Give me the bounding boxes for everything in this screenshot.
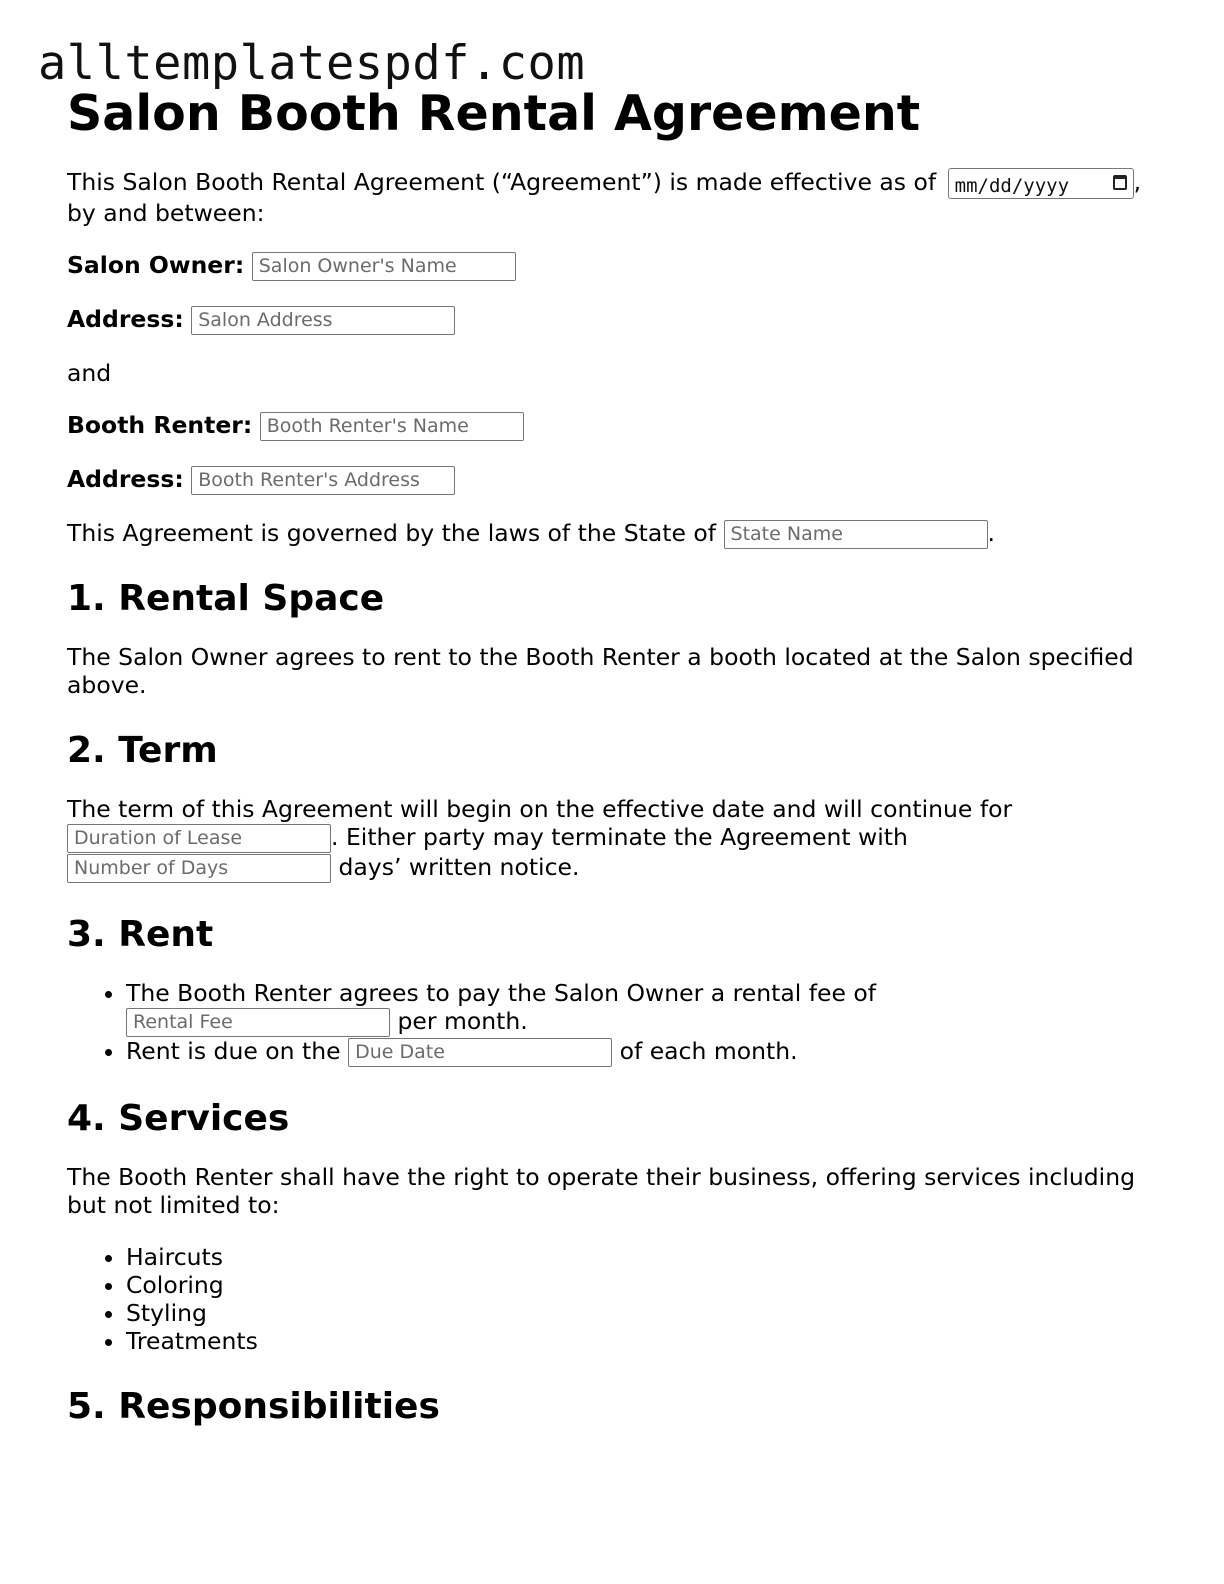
- list-item: • Coloring: [126, 1271, 1167, 1299]
- salon-owner-label: Salon Owner:: [67, 251, 245, 279]
- section-heading-term: 2. Term: [67, 730, 218, 771]
- term-text-1: The term of this Agreement will begin on the effective date and will continue for: [67, 795, 1013, 823]
- booth-renter-label: Booth Renter:: [67, 411, 253, 439]
- salon-address-label: Address:: [67, 305, 184, 333]
- governing-law-row: [67, 519, 1167, 549]
- page-title: Salon Booth Rental Agreement: [67, 85, 921, 142]
- intro-comma: ,: [1133, 168, 1142, 196]
- list-item: [126, 979, 1167, 1037]
- term-body: [67, 795, 1167, 883]
- rent-due-after: of each month.: [619, 1037, 798, 1065]
- watermark: alltemplatespdf.com: [38, 36, 586, 91]
- services-body: The Booth Renter shall have the right to operate their business, offering services including but not limited to:: [67, 1163, 1135, 1219]
- salon-owner-row: [67, 251, 1167, 281]
- section-heading-responsibilities: 5. Responsibilities: [67, 1386, 440, 1427]
- lease-duration-input[interactable]: Duration of Lease: [67, 824, 331, 853]
- list-item: • Haircuts: [126, 1243, 1167, 1271]
- calendar-icon[interactable]: [1113, 175, 1127, 190]
- renter-address-input[interactable]: Booth Renter's Address: [191, 466, 455, 495]
- intro-text: This Salon Booth Rental Agreement (“Agreement”) is made effective as of: [67, 168, 937, 196]
- due-date-input[interactable]: Due Date: [348, 1038, 612, 1067]
- renter-address-label: Address:: [67, 465, 184, 493]
- rental-space-body: The Salon Owner agrees to rent to the Booth Renter a booth located at the Salon specified above.: [67, 643, 1134, 699]
- section-heading-rental-space: 1. Rental Space: [67, 578, 385, 619]
- notice-days-input[interactable]: Number of Days: [67, 854, 331, 883]
- effective-date-input[interactable]: [948, 168, 1134, 199]
- rent-fee-text: The Booth Renter agrees to pay the Salon Owner a rental fee of: [126, 979, 877, 1007]
- term-text-2: . Either party may terminate the Agreement with: [331, 823, 908, 851]
- intro-paragraph: [67, 168, 1167, 227]
- booth-renter-row: [67, 411, 1167, 441]
- list-item: [126, 1037, 1167, 1067]
- rental-fee-input[interactable]: Rental Fee: [126, 1008, 390, 1037]
- and-text: and: [67, 359, 112, 387]
- section-heading-services: 4. Services: [67, 1098, 290, 1139]
- intro-line2: by and between:: [67, 199, 265, 227]
- rent-due-text: Rent is due on the: [126, 1037, 341, 1065]
- date-placeholder: mm/dd/yyyy: [954, 175, 1070, 197]
- agreement-document: [67, 82, 1167, 1429]
- rent-list: [67, 979, 1167, 1067]
- term-text-3: days’ written notice.: [338, 853, 580, 881]
- governing-period: .: [987, 519, 996, 547]
- rent-fee-after: per month.: [397, 1007, 528, 1035]
- services-list: [67, 1243, 1167, 1355]
- renter-address-row: [67, 465, 1167, 495]
- list-item: • Treatments: [126, 1327, 1167, 1355]
- salon-owner-input[interactable]: Salon Owner's Name: [252, 252, 516, 281]
- state-name-input[interactable]: State Name: [724, 520, 988, 549]
- list-item: • Styling: [126, 1299, 1167, 1327]
- section-heading-rent: 3. Rent: [67, 914, 214, 955]
- salon-address-input[interactable]: Salon Address: [191, 306, 455, 335]
- governing-text: This Agreement is governed by the laws of the State of: [67, 519, 717, 547]
- booth-renter-input[interactable]: Booth Renter's Name: [260, 412, 524, 441]
- salon-address-row: [67, 305, 1167, 335]
